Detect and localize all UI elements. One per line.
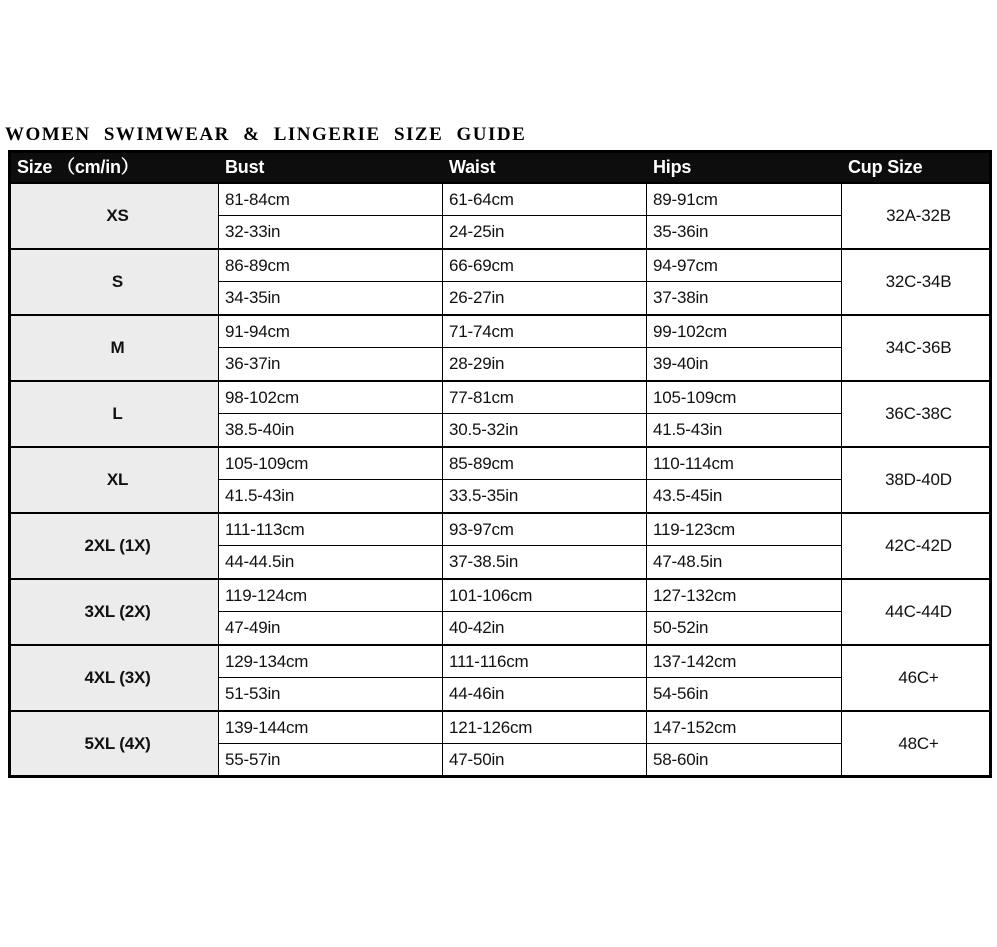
size-label: S: [10, 249, 219, 315]
bust-cm-cell: 129-134cm: [219, 645, 443, 678]
hips-cm-cell: 147-152cm: [647, 711, 842, 744]
hips-in-cell: 54-56in: [647, 678, 842, 711]
hips-cm-cell: 105-109cm: [647, 381, 842, 414]
header-bust: Bust: [219, 152, 443, 183]
bust-in-cell: 32-33in: [219, 216, 443, 249]
cup-size-cell: 42C-42D: [842, 513, 991, 579]
waist-in-cell: 24-25in: [443, 216, 647, 249]
bust-cm-cell: 139-144cm: [219, 711, 443, 744]
cup-size-cell: 34C-36B: [842, 315, 991, 381]
waist-in-cell: 28-29in: [443, 348, 647, 381]
cup-size-cell: 46C+: [842, 645, 991, 711]
cup-size-cell: 44C-44D: [842, 579, 991, 645]
waist-in-cell: 26-27in: [443, 282, 647, 315]
waist-in-cell: 47-50in: [443, 744, 647, 777]
bust-in-cell: 44-44.5in: [219, 546, 443, 579]
waist-in-cell: 37-38.5in: [443, 546, 647, 579]
cup-size-cell: 32C-34B: [842, 249, 991, 315]
cup-size-cell: 48C+: [842, 711, 991, 777]
size-label: XL: [10, 447, 219, 513]
hips-cm-cell: 119-123cm: [647, 513, 842, 546]
size-label: M: [10, 315, 219, 381]
hips-cm-cell: 94-97cm: [647, 249, 842, 282]
hips-in-cell: 39-40in: [647, 348, 842, 381]
size-label: XS: [10, 183, 219, 249]
waist-cm-cell: 93-97cm: [443, 513, 647, 546]
waist-in-cell: 44-46in: [443, 678, 647, 711]
hips-cm-cell: 110-114cm: [647, 447, 842, 480]
hips-in-cell: 47-48.5in: [647, 546, 842, 579]
bust-in-cell: 38.5-40in: [219, 414, 443, 447]
header-row: [10, 152, 991, 183]
size-label: L: [10, 381, 219, 447]
hips-cm-cell: 99-102cm: [647, 315, 842, 348]
hips-cm-cell: 137-142cm: [647, 645, 842, 678]
table-row: [10, 183, 991, 216]
waist-in-cell: 33.5-35in: [443, 480, 647, 513]
hips-cm-cell: 127-132cm: [647, 579, 842, 612]
waist-in-cell: 40-42in: [443, 612, 647, 645]
waist-in-cell: 30.5-32in: [443, 414, 647, 447]
hips-cm-cell: 89-91cm: [647, 183, 842, 216]
cup-size-cell: 38D-40D: [842, 447, 991, 513]
table-row: [10, 513, 991, 546]
bust-cm-cell: 105-109cm: [219, 447, 443, 480]
table-row: [10, 381, 991, 414]
waist-cm-cell: 66-69cm: [443, 249, 647, 282]
header-waist: Waist: [443, 152, 647, 183]
hips-in-cell: 58-60in: [647, 744, 842, 777]
table-row: [10, 249, 991, 282]
page-title: WOMEN SWIMWEAR & LINGERIE SIZE GUIDE: [5, 124, 527, 145]
table-row: [10, 711, 991, 744]
table-row: [10, 447, 991, 480]
hips-in-cell: 35-36in: [647, 216, 842, 249]
table-header: [10, 152, 991, 183]
size-guide-table: [8, 150, 992, 778]
size-label: 3XL (2X): [10, 579, 219, 645]
size-label: 4XL (3X): [10, 645, 219, 711]
waist-cm-cell: 61-64cm: [443, 183, 647, 216]
bust-in-cell: 36-37in: [219, 348, 443, 381]
bust-in-cell: 55-57in: [219, 744, 443, 777]
waist-cm-cell: 101-106cm: [443, 579, 647, 612]
table-row: [10, 645, 991, 678]
header-hips: Hips: [647, 152, 842, 183]
bust-in-cell: 34-35in: [219, 282, 443, 315]
hips-in-cell: 43.5-45in: [647, 480, 842, 513]
size-label: 2XL (1X): [10, 513, 219, 579]
bust-cm-cell: 91-94cm: [219, 315, 443, 348]
bust-cm-cell: 111-113cm: [219, 513, 443, 546]
bust-cm-cell: 81-84cm: [219, 183, 443, 216]
bust-cm-cell: 119-124cm: [219, 579, 443, 612]
cup-size-cell: 32A-32B: [842, 183, 991, 249]
waist-cm-cell: 71-74cm: [443, 315, 647, 348]
size-label: 5XL (4X): [10, 711, 219, 777]
bust-in-cell: 51-53in: [219, 678, 443, 711]
waist-cm-cell: 121-126cm: [443, 711, 647, 744]
bust-cm-cell: 86-89cm: [219, 249, 443, 282]
waist-cm-cell: 85-89cm: [443, 447, 647, 480]
hips-in-cell: 37-38in: [647, 282, 842, 315]
header-cup-size: Cup Size: [842, 152, 991, 183]
bust-in-cell: 47-49in: [219, 612, 443, 645]
bust-in-cell: 41.5-43in: [219, 480, 443, 513]
table-row: [10, 579, 991, 612]
table-row: [10, 315, 991, 348]
bust-cm-cell: 98-102cm: [219, 381, 443, 414]
header-size: Size （cm/in）: [10, 152, 219, 183]
hips-in-cell: 50-52in: [647, 612, 842, 645]
waist-cm-cell: 111-116cm: [443, 645, 647, 678]
hips-in-cell: 41.5-43in: [647, 414, 842, 447]
cup-size-cell: 36C-38C: [842, 381, 991, 447]
waist-cm-cell: 77-81cm: [443, 381, 647, 414]
